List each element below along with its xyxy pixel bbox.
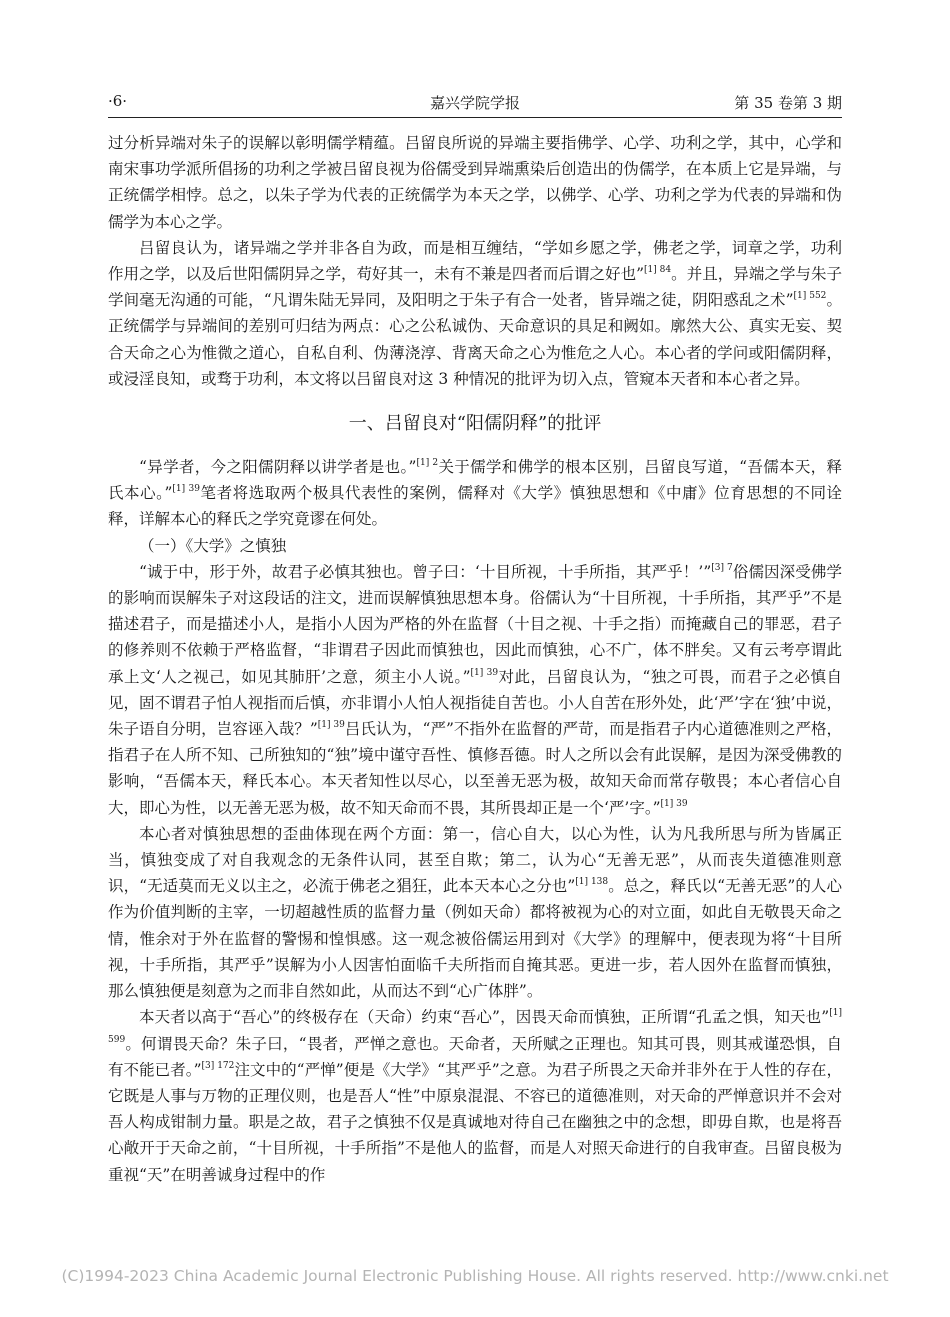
paragraph-text: 。何谓畏天命？朱子曰，“畏者，严惮之意也。天命者，天所赋之正理也。知其可畏，则其戒谨恐惧，自有不能已者。” (108, 1034, 842, 1079)
paragraph (108, 1004, 842, 1187)
citation: [1] 39 (660, 798, 688, 809)
paragraph-text: 。并且，异端之学与朱子学间毫无沟通的可能，“凡谓朱陆无异同，及阳明之于朱子有合一处者，皆异端之徒，阴阳惑乱之术” (108, 265, 842, 310)
paragraph (108, 559, 842, 821)
paragraph-text: 过分析异端对朱子的误解以彰明儒学精蕴。吕留良所说的异端主要指佛学、心学、功利之学，其中，心学和南宋事功学派所倡扬的功利之学被吕留良视为俗儒受到异端熏染后创造出的伪儒学，在本质上它是异端，与正统儒学相悖。总之，以朱子学为代表的正统儒学为本天之学，以佛学、心学、功利之学为代表的异端和伪儒学为本心之学。 (108, 134, 842, 231)
paragraph (108, 235, 842, 392)
paragraph-text: 笔者将选取两个极具代表性的案例，儒释对《大学》慎独思想和《中庸》位育思想的不同诠释，详解本心的释氏之学究竟谬在何处。 (108, 484, 842, 529)
subsection-heading: （一）《大学》之慎独 (139, 536, 287, 555)
paragraph (108, 130, 842, 235)
paragraph-text: “异学者，今之阳儒阴释以讲学者是也。” (139, 458, 417, 477)
paragraph (108, 454, 842, 533)
paragraph-text: 吕留良认为，诸异端之学并非各自为政，而是相互缠结，“学如乡愿之学，佛老之学，词章之学，功利作用之学，以及后世阳儒阴异之学，苟好其一，未有不兼是四者而后谓之好也” (108, 238, 842, 284)
paragraph-text: 。正统儒学与异端间的差别可归结为两点：心之公私诚伪、天命意识的具足和阙如。廓然大公、真实无妄、契合天命之心为惟微之道心，自私自利、伪薄浇淳、背离天命之心为惟危之人心。本心者的学问或阳儒阴释，或浸淫良知，或骛于功利，本文将以吕留良对这 3 种情况的批评为切入点，管窥本天者和本心者之异。 (108, 291, 842, 388)
paragraph (108, 821, 842, 1004)
paragraph-text: 。总之，释氏以“无善无恶”的人心作为价值判断的主宰，一切超越性质的监督力量（例如天命）都将被视为心的对立面，如此自无敬畏天命之情，惟余对于外在监督的警惕和惶惧感。这一观念被俗儒运用到对《大学》的理解中，便表现为将“十目所视，十手所指，其严乎”误解为小人因害怕面临千夫所指而自掩其恶。更进一步，若人因外在监督而慎独，那么慎独便是刻意为之而非自然如此，从而达不到“心广体胖”。 (108, 877, 842, 1001)
citation: [1] 39 (317, 720, 345, 731)
volume-issue: 第 35 卷第 3 期 (734, 94, 842, 112)
page-number: ·6· (108, 92, 128, 110)
citation: [1] 552 (793, 291, 827, 302)
paragraph-text: 本天者以高于“吾心”的终极存在（天命）约束“吾心”，因畏天命而慎独，正所谓“孔孟之惧，知天也” (139, 1008, 830, 1027)
paragraph-text: 关于儒学和佛学的根本区别，吕留良写道，“吾儒本天，释氏本心。” (108, 458, 842, 503)
citation: [1] 39 (172, 484, 200, 495)
citation: [1] 84 (644, 265, 672, 276)
citation: [1] 39 (470, 667, 499, 678)
copyright-footer: (C)1994-2023 China Academic Journal Electronic Publishing House. All rights reserved. http://www.cnki.net (61, 1267, 889, 1285)
citation: [3] 172 (201, 1060, 235, 1071)
header-rule (108, 117, 842, 118)
citation: [1] 2 (416, 458, 439, 469)
paragraph-text: 注文中的“严惮”便是《大学》“其严乎”之意。为君子所畏之天命并非外在于人性的存在，它既是人事与万物的正理仪则，也是吾人“性”中原泉混混、不容已的道德准则，对天命的严惮意识并不会对吾人构成钳制力量。职是之故，君子之慎独不仅是真诚地对待自己在幽独之中的念想，即毋自欺，也是将吾心敞开于天命之前，“十目所视，十手所指”不是他人的监督，而是人对照天命进行的自我审查。吕留良极为重视“天”在明善诚身过程中的作 (108, 1060, 842, 1184)
paragraph-text: 吕氏认为，“严”不指外在监督的严苛，而是指君子内心道德准则之严格，指君子在人所不知、己所独知的“独”境中谨守吾性、慎修吾德。时人之所以会有此误解，是因为深受佛教的影响，“吾儒本天，释氏本心。本天者知性以尽心，以至善无恶为极，故知天命而常存敬畏；本心者信心自大，即心为性，以无善无恶为极，故不知天命而不畏，其所畏却正是一个‘严’字。” (108, 720, 842, 817)
citation: [1] 138 (575, 877, 609, 888)
article-body (108, 130, 842, 1188)
citation: [1] 599 (108, 1008, 842, 1045)
journal-title: 嘉兴学院学报 (429, 94, 520, 112)
citation: [3] 7 (711, 562, 733, 573)
paragraph-text: “诚于中，形于外，故君子必慎其独也。曾子曰：‘十目所视，十手所指，其严乎！’” (139, 562, 712, 581)
section-heading: 一、吕留良对“阳儒阴释”的批评 (348, 413, 602, 435)
paragraph-text: 对此，吕留良认为，“独之可畏，而君子之必慎自见，固不谓君子怕人视指而后慎，亦非谓小人怕人视指徒自苦也。小人自苦在形外处，此‘严’字在‘独’中说，朱子语自分明，岂容诬入哉？” (108, 667, 843, 739)
paragraph-text: 本心者对慎独思想的歪曲体现在两个方面：第一，信心自大，以心为性，认为凡我所思与所为皆属正当，慎独变成了对自我观念的无条件认同，甚至自欺；第二，认为心“无善无恶”，从而丧失道德准则意识，“无适莫而无义以主之，必流于佛老之猖狂，此本天本心之分也” (108, 824, 842, 896)
paragraph-text: 俗儒因深受佛学的影响而误解朱子对这段话的注文，进而误解慎独思想本身。俗儒认为“十目所视，十手所指，其严乎”不是描述君子，而是描述小人，是指小人因为严格的外在监督（十目之视、十手之指）而掩藏自己的罪恶，君子的修养则不依赖于严格监督，“非谓君子因此而慎独也，因此而慎独，心不广，体不胖矣。又有云考亭谓此承上文‘人之视己，如见其肺肝’之意，须主小人说。” (108, 562, 842, 686)
running-header (108, 88, 842, 112)
